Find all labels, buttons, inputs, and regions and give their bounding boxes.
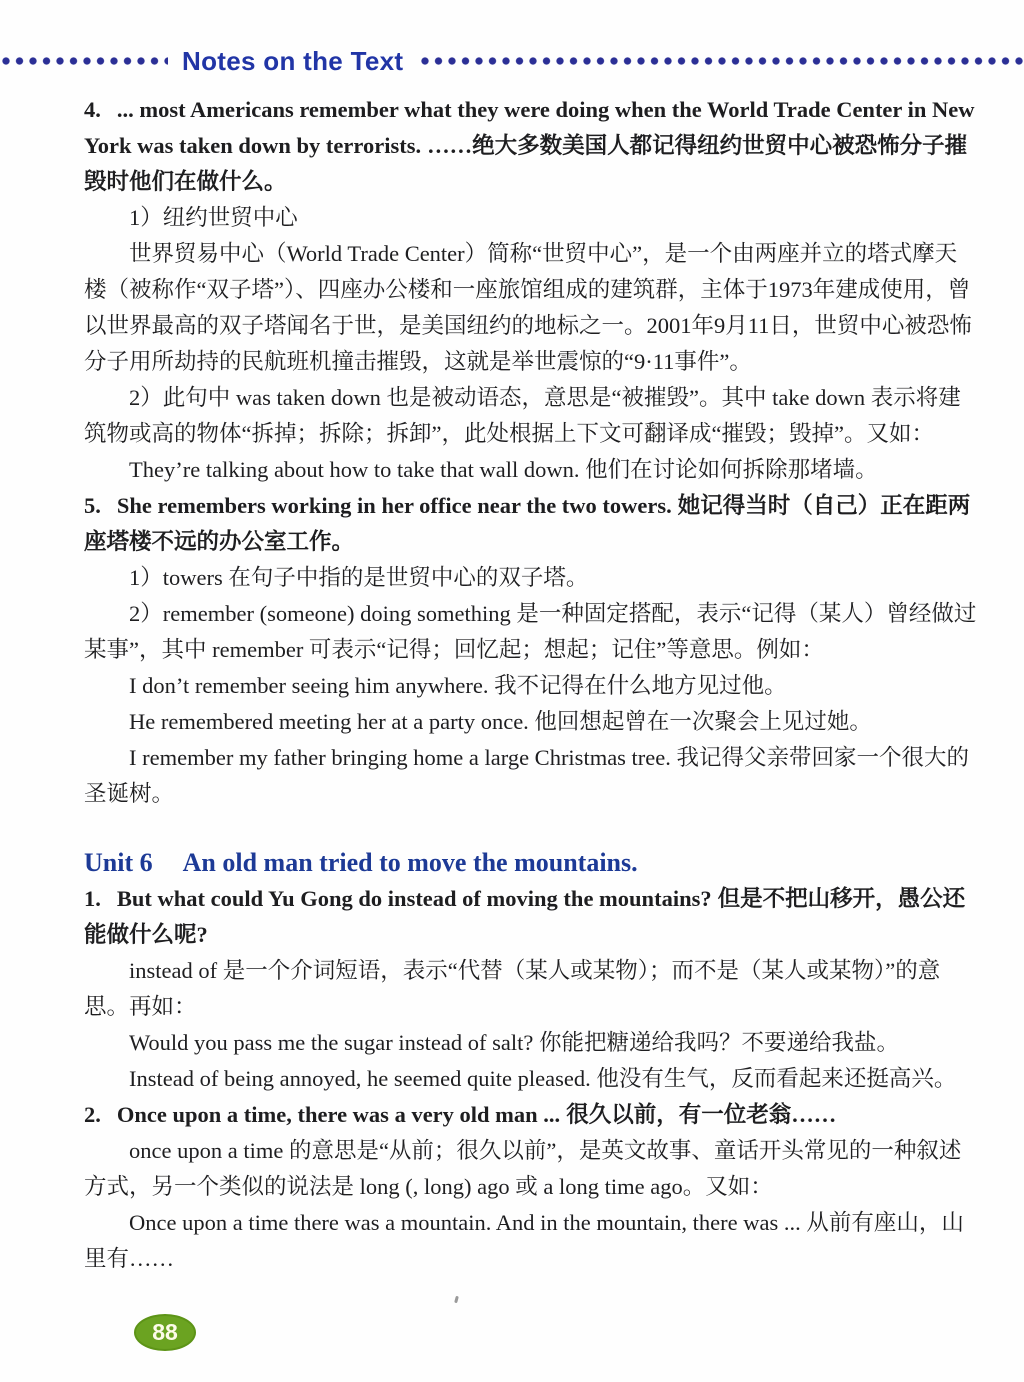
item-translation-zh: 很久以前，有一位老翁…… xyxy=(566,1102,837,1127)
unit-number: Unit 6 xyxy=(84,848,153,877)
section-gap xyxy=(84,812,978,845)
item-sentence-en: She remembers working in her office near the two towers. xyxy=(116,493,672,518)
note-5-example-3: I remember my father bringing home a large Christmas tree. 我记得父亲带回家一个很大的圣诞树。 xyxy=(84,745,970,806)
page-number: 88 xyxy=(152,1319,178,1345)
unit6-item-2 xyxy=(84,1097,978,1133)
item-number: 1. xyxy=(84,886,101,911)
item-sentence-en: But what could Yu Gong do instead of moving the mountains? xyxy=(116,886,712,911)
unit-heading xyxy=(84,845,978,881)
note-4-point-1: 1）纽约世贸中心 xyxy=(129,205,298,230)
item-number: 4. xyxy=(84,97,101,122)
unit6-item-1 xyxy=(84,881,978,953)
unit6-item-2-example: Once upon a time there was a mountain. And in the mountain, there was ... 从前有座山，山里有…… xyxy=(84,1210,964,1271)
note-item-5 xyxy=(84,488,978,560)
note-4-example: They’re talking about how to take that wall down. 他们在讨论如何拆除那堵墙。 xyxy=(129,457,878,482)
item-sentence-en: ... most Americans remember what they were doing when the World Trade Center in New York was taken down by terrorists. xyxy=(84,97,975,158)
dotted-rule-left xyxy=(0,55,168,67)
note-4-point-1-body: 世界贸易中心（World Trade Center）简称“世贸中心”，是一个由两座并立的塔式摩天楼（被称作“双子塔”）、四座办公楼和一座旅馆组成的建筑群，主体于1973年建成使用，曾以世界最高的双子塔闻名于世，是美国纽约的地标之一。2001年9月11日，世贸中心被恐怖分子用所劫持的民航班机撞击摧毁，这就是举世震惊的“9·11事件”。 xyxy=(84,241,972,374)
scan-speck xyxy=(454,1296,459,1304)
section-title: Notes on the Text xyxy=(182,45,404,76)
unit6-item-1-body: instead of 是一个介词短语，表示“代替（某人或某物）；而不是（某人或某物）”的意思。再如： xyxy=(84,958,941,1019)
note-5-point-2: 2）remember (someone) doing something 是一种固定搭配，表示“记得（某人）曾经做过某事”，其中 remember 可表示“记得；回忆起；想起；记住”等意思。例如： xyxy=(84,601,977,662)
page-number-badge xyxy=(134,1314,196,1351)
item-number: 2. xyxy=(84,1102,101,1127)
item-translation-zh: ……绝大多数美国人都记得纽约世贸中心被恐怖分子摧毁时他们在做什么。 xyxy=(84,133,968,194)
section-header xyxy=(0,44,1024,78)
note-5-point-1: 1）towers 在句子中指的是世贸中心的双子塔。 xyxy=(129,565,589,590)
item-translation-zh: 但是不把山移开，愚公还能做什么呢? xyxy=(84,886,966,947)
page-content xyxy=(0,92,1024,1277)
unit-title: An old man tried to move the mountains. xyxy=(182,848,638,877)
note-5-example-1: I don’t remember seeing him anywhere. 我不记得在什么地方见过他。 xyxy=(129,673,787,698)
unit6-item-1-example-2: Instead of being annoyed, he seemed quite pleased. 他没有生气，反而看起来还挺高兴。 xyxy=(129,1066,957,1091)
unit6-item-1-example-1: Would you pass me the sugar instead of salt? 你能把糖递给我吗？不要递给我盐。 xyxy=(129,1030,899,1055)
note-4-point-2: 2）此句中 was taken down 也是被动语态，意思是“被摧毁”。其中 take down 表示将建筑物或高的物体“拆掉；拆除；拆卸”，此处根据上下文可翻译成“摧毁；毁掉”。又如： xyxy=(84,385,961,446)
item-number: 5. xyxy=(84,493,101,518)
item-sentence-en: Once upon a time, there was a very old man ... xyxy=(116,1102,561,1127)
dotted-rule-right xyxy=(419,55,1024,67)
unit6-item-2-body: once upon a time 的意思是“从前；很久以前”，是英文故事、童话开头常见的一种叙述方式，另一个类似的说法是 long (, long) ago 或 a long time ago。又如： xyxy=(84,1138,962,1199)
note-item-4 xyxy=(84,92,978,200)
note-5-example-2: He remembered meeting her at a party once. 他回想起曾在一次聚会上见过她。 xyxy=(129,709,872,734)
item-translation-zh: 她记得当时（自己）正在距两座塔楼不远的办公室工作。 xyxy=(84,493,971,554)
